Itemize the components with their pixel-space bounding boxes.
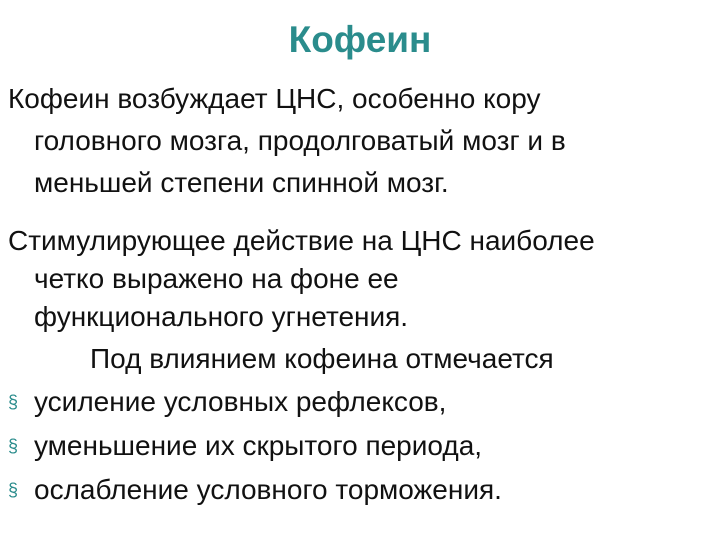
list-item-text: уменьшение их скрытого периода, (34, 430, 483, 461)
paragraph-line: Кофеин возбуждает ЦНС, особенно кору (8, 83, 541, 114)
effects-intro: Под влиянием кофеина отмечается (90, 343, 554, 374)
paragraph-line: Стимулирующее действие на ЦНС наиболее (8, 225, 595, 256)
paragraph-stimulating-action (8, 222, 708, 336)
paragraph-line: головного мозга, продолговатый мозг и в (34, 125, 566, 156)
effects-list (8, 380, 502, 512)
list-item (8, 380, 502, 424)
bullet-icon: § (8, 392, 19, 412)
paragraph-line: меньшей степени спинной мозг. (34, 167, 449, 198)
paragraph-cns-excitation (8, 78, 708, 204)
slide-title: Кофеин (288, 19, 432, 60)
paragraph-line: четко выражено на фоне ее (34, 263, 399, 294)
bullet-icon: § (8, 436, 19, 456)
list-item (8, 424, 502, 468)
list-item (8, 468, 502, 512)
paragraph-line: функционального угнетения. (34, 301, 409, 332)
bullet-icon: § (8, 480, 19, 500)
list-item-text: усиление условных рефлексов, (34, 386, 447, 417)
list-item-text: ослабление условного торможения. (34, 474, 502, 505)
